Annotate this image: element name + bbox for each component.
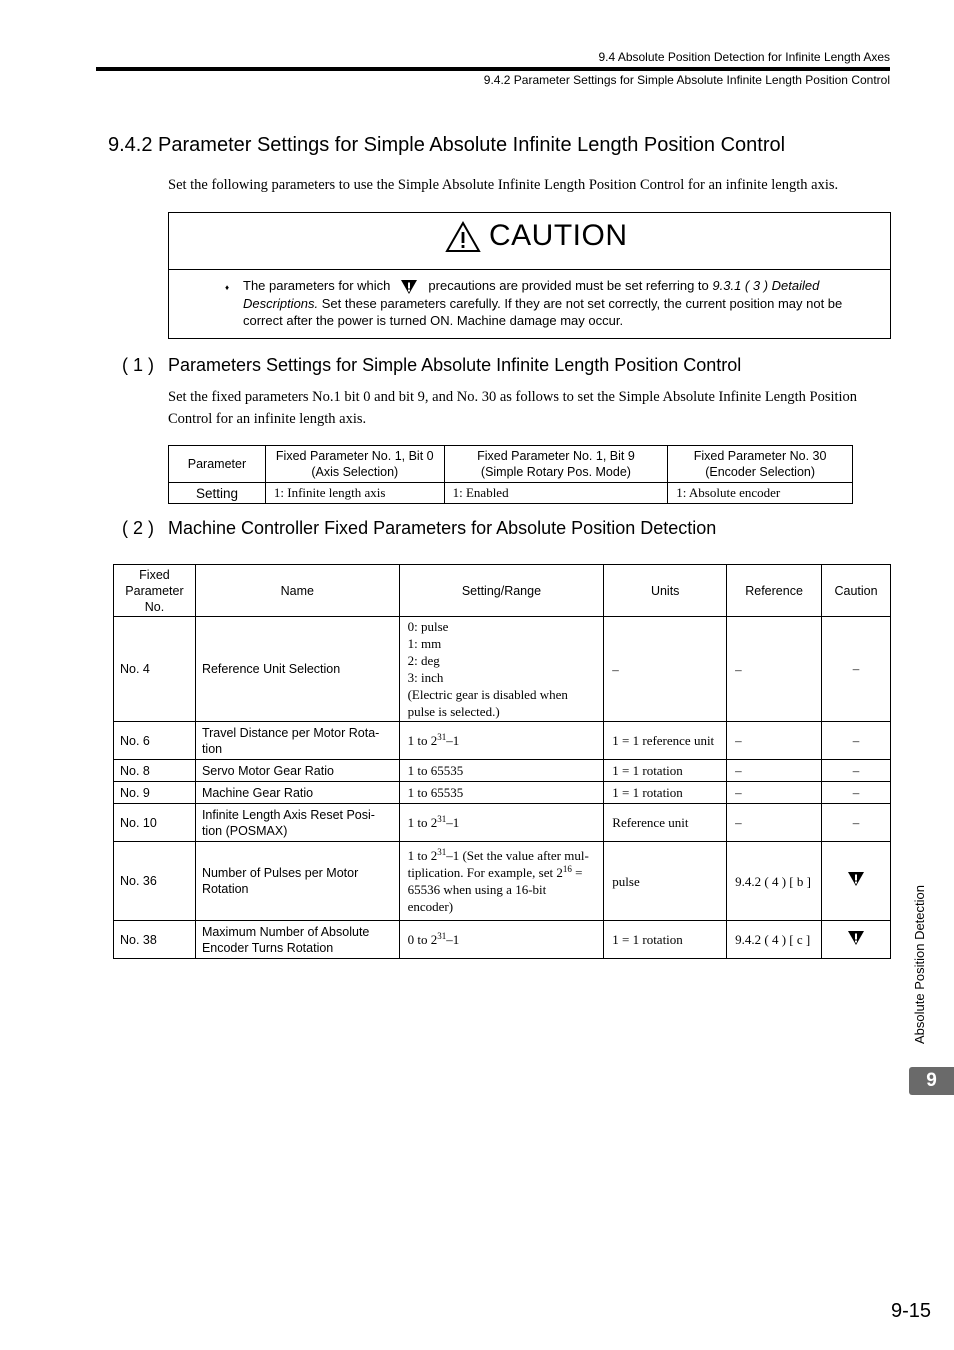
setting-line: 2: deg — [407, 653, 440, 668]
subsection-1-title: Parameters Settings for Simple Absolute Infinite Length Position Control — [168, 355, 742, 375]
row-label: Setting — [169, 483, 266, 504]
page-number: 9-15 — [890, 1300, 931, 1322]
table-header-row — [114, 565, 891, 617]
param-reference: – — [727, 722, 822, 760]
header-cell — [668, 446, 853, 483]
name-line: Infinite Length Axis Reset Posi- — [201, 807, 375, 822]
param-reference: – — [727, 760, 822, 782]
header-rule — [96, 67, 890, 71]
setting-line: (Electric gear is disabled when — [407, 687, 568, 702]
table-header-row — [169, 446, 853, 483]
param-setting: 1 to 65535 — [399, 782, 604, 804]
setting-text: 1 to 2 — [407, 848, 438, 863]
setting-text: 1 to 2 — [407, 733, 438, 748]
chapter-tab: 9 — [909, 1067, 954, 1095]
name-line: tion (POSMAX) — [201, 823, 288, 838]
setting-text: 0 to 2 — [407, 932, 438, 947]
table-row — [114, 804, 891, 842]
subsection-2-heading — [122, 518, 716, 539]
subsection-1-number: ( 1 ) — [122, 355, 155, 375]
param-reference: – — [727, 804, 822, 842]
header-cell: Setting/Range — [399, 565, 604, 617]
table-cell: 1: Enabled — [444, 483, 668, 504]
header-line: (Encoder Selection) — [705, 465, 816, 479]
setting-text: 1 to 2 — [407, 815, 438, 830]
param-name — [195, 921, 399, 959]
name-line: Encoder Turns Rotation — [201, 940, 334, 955]
setting-exponent: 31 — [437, 931, 447, 941]
setting-text: –1 (Set the value after mul- — [446, 848, 589, 863]
setting-line — [408, 864, 604, 881]
header-line: (Simple Rotary Pos. Mode) — [480, 465, 631, 479]
setting-line: 65536 when using a 16-bit — [407, 882, 547, 897]
param-setting: 1 to 65535 — [399, 760, 604, 782]
caution-exclamation-icon — [847, 930, 865, 946]
setting-line: 0: pulse — [407, 619, 449, 634]
table-row — [114, 842, 891, 921]
setting-line: 3: inch — [407, 670, 444, 685]
setting-text: –1 — [446, 733, 460, 748]
header-line: Parameter — [125, 583, 184, 598]
table-row — [114, 617, 891, 722]
param-name: Servo Motor Gear Ratio — [195, 760, 399, 782]
param-units: – — [604, 617, 727, 722]
side-chapter-label-text: Absolute Position Detection — [912, 885, 927, 1044]
param-caution — [822, 921, 891, 959]
table-cell: 1: Infinite length axis — [265, 483, 444, 504]
param-name — [195, 722, 399, 760]
name-line: Maximum Number of Absolute — [201, 924, 370, 939]
caution-text — [243, 277, 883, 330]
setting-line: encoder) — [407, 899, 454, 914]
header-line: Fixed — [139, 567, 170, 582]
header-line: Fixed Parameter No. 1, Bit 0 — [275, 449, 434, 463]
caution-text-before: The parameters for which — [243, 278, 391, 293]
intro-paragraph: Set the following parameters to use the Simple Absolute Infinite Length Position Control for an infinite length axis. — [168, 177, 839, 193]
table-cell: 1: Absolute encoder — [668, 483, 853, 504]
header-cell — [444, 446, 668, 483]
parameter-settings-table — [168, 445, 853, 504]
param-no: No. 9 — [114, 782, 196, 804]
param-setting — [399, 722, 604, 760]
param-caution — [822, 842, 891, 921]
header-line: Fixed Parameter No. 30 — [693, 449, 827, 463]
table-row — [114, 760, 891, 782]
table-row — [114, 722, 891, 760]
subsection-1-paragraph: Set the fixed parameters No.1 bit 0 and bit 9, and No. 30 as follows to set the Simple Absolute Infinite Length Position Control for an infinite length axis. — [168, 389, 858, 427]
header-cell — [114, 565, 196, 617]
param-no: No. 8 — [114, 760, 196, 782]
param-reference: – — [727, 782, 822, 804]
param-no: No. 38 — [114, 921, 196, 959]
param-units: 1 = 1 rotation — [604, 760, 727, 782]
setting-exponent: 31 — [437, 814, 447, 824]
warning-triangle-icon — [445, 221, 481, 253]
param-name: Machine Gear Ratio — [195, 782, 399, 804]
param-units: 1 = 1 reference unit — [604, 722, 727, 760]
subsection-1-heading — [122, 355, 741, 376]
param-name: Reference Unit Selection — [195, 617, 399, 722]
header-cell: Caution — [822, 565, 891, 617]
name-line: Number of Pulses per Motor — [201, 866, 359, 880]
running-header-section: 9.4 Absolute Position Detection for Infinite Length Axes — [598, 50, 890, 64]
param-caution: – — [822, 782, 891, 804]
running-header-subsection: 9.4.2 Parameter Settings for Simple Absolute Infinite Length Position Control — [483, 73, 890, 87]
caution-reference: 9.3.1 ( 3 ) Detailed Descriptions. — [243, 278, 820, 311]
setting-line — [408, 847, 604, 864]
header-line: No. — [144, 599, 165, 614]
setting-exponent: 16 — [562, 864, 572, 874]
caution-header — [169, 213, 890, 270]
param-name — [195, 842, 399, 921]
param-units: Reference unit — [604, 804, 727, 842]
setting-line: pulse is selected.) — [407, 704, 500, 719]
setting-text: = — [571, 865, 583, 880]
param-no: No. 36 — [114, 842, 196, 921]
param-caution: – — [822, 804, 891, 842]
param-units: 1 = 1 rotation — [604, 921, 727, 959]
header-line: (Axis Selection) — [311, 465, 399, 479]
section-title: 9.4.2 Parameter Settings for Simple Absolute Infinite Length Position Control — [108, 134, 786, 156]
name-line: tion — [201, 741, 223, 756]
param-setting — [399, 842, 604, 921]
param-no: No. 6 — [114, 722, 196, 760]
param-name — [195, 804, 399, 842]
header-cell — [265, 446, 444, 483]
side-chapter-label — [902, 868, 936, 1046]
caution-box — [168, 212, 891, 339]
param-no: No. 4 — [114, 617, 196, 722]
name-line: Rotation — [201, 882, 249, 896]
table-row — [169, 483, 853, 504]
header-cell: Reference — [727, 565, 822, 617]
caution-exclamation-icon — [847, 871, 865, 887]
param-units: pulse — [604, 842, 727, 921]
param-reference: – — [727, 617, 822, 722]
caution-title: CAUTION — [489, 219, 628, 252]
param-setting — [399, 921, 604, 959]
setting-exponent: 31 — [437, 732, 447, 742]
param-setting — [399, 804, 604, 842]
param-units: 1 = 1 rotation — [604, 782, 727, 804]
bullet-icon: ♦ — [225, 283, 230, 292]
param-no: No. 10 — [114, 804, 196, 842]
table-row — [114, 921, 891, 959]
param-caution: – — [822, 617, 891, 722]
setting-exponent: 31 — [437, 847, 447, 857]
subsection-2-title: Machine Controller Fixed Parameters for Absolute Position Detection — [168, 518, 717, 538]
table-row — [114, 782, 891, 804]
param-reference: 9.4.2 ( 4 ) [ b ] — [727, 842, 822, 921]
setting-text: –1 — [446, 815, 460, 830]
name-line: Travel Distance per Motor Rota- — [201, 725, 380, 740]
setting-line: 1: mm — [407, 636, 442, 651]
fixed-parameters-table — [113, 564, 891, 959]
subsection-2-number: ( 2 ) — [122, 518, 155, 538]
header-line: Fixed Parameter No. 1, Bit 9 — [477, 449, 635, 463]
caution-text-end: Set these parameters carefully. If they are not set correctly, the current position may not be correct after the power is turned ON. Machine damage may occur. — [243, 295, 843, 329]
param-setting — [399, 617, 604, 722]
setting-text: –1 — [446, 932, 460, 947]
param-caution: – — [822, 722, 891, 760]
caution-text-after: precautions are provided must be set referring to — [428, 278, 709, 293]
header-cell: Parameter — [169, 446, 266, 483]
param-reference: 9.4.2 ( 4 ) [ c ] — [727, 921, 822, 959]
header-cell: Units — [604, 565, 727, 617]
param-caution: – — [822, 760, 891, 782]
header-cell: Name — [195, 565, 399, 617]
setting-text: tiplication. For example, set 2 — [407, 865, 563, 880]
caution-exclamation-icon — [400, 279, 418, 295]
